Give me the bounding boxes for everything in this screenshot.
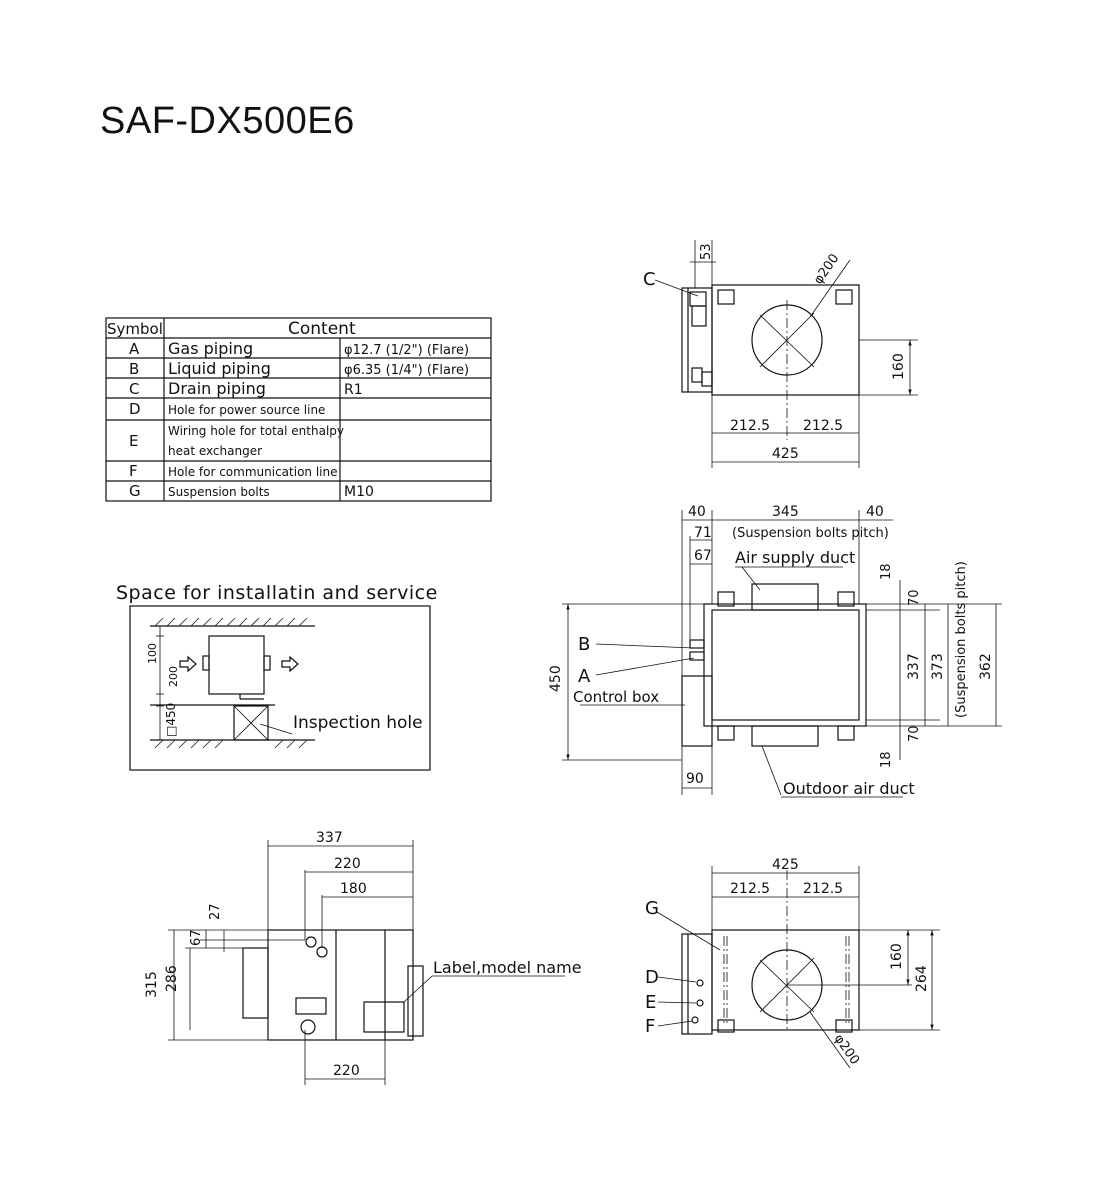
plan-dim-70b: 70: [907, 725, 922, 742]
table-spec-b: φ6.35 (1/4") (Flare): [344, 363, 470, 378]
space-dim-450: □450: [164, 702, 178, 737]
table-item-e-line2: heat exchanger: [168, 444, 263, 458]
table-symbol-e: E: [129, 432, 139, 450]
bottom-dim-dia: φ200: [830, 1031, 863, 1068]
bottom-label-e: E: [645, 992, 657, 1013]
plan-label-a: A: [578, 666, 591, 687]
plan-dim-450: 450: [548, 665, 564, 692]
bottom-label-f: F: [645, 1016, 656, 1037]
side-dim-286: 286: [164, 965, 180, 992]
plan-dim-362: 362: [978, 653, 994, 680]
top-dim-left: 212.5: [730, 418, 771, 434]
table-spec-g: M10: [344, 484, 374, 500]
side-label-model: Label,model name: [433, 958, 582, 977]
side-dim-67: 67: [189, 929, 204, 946]
table-item-g: Suspension bolts: [168, 485, 270, 499]
plan-label-b: B: [578, 634, 591, 655]
bottom-view: [645, 857, 940, 1068]
inspection-hole-label: Inspection hole: [293, 713, 423, 733]
top-dim-right: 212.5: [803, 418, 844, 434]
plan-dim-345: 345: [772, 504, 799, 520]
bottom-dim-right: 212.5: [803, 881, 844, 897]
table-item-b: Liquid piping: [168, 359, 271, 378]
space-dim-200: 200: [167, 666, 180, 687]
table-symbol-f: F: [129, 462, 138, 480]
table-symbol-g: G: [129, 482, 141, 500]
plan-pitch-note: (Suspension bolts pitch): [732, 526, 889, 541]
bottom-dim-160: 160: [889, 943, 905, 970]
top-dim-53: 53: [699, 243, 714, 260]
plan-air-supply: Air supply duct: [735, 548, 856, 567]
bottom-label-g: G: [645, 898, 659, 919]
plan-dim-18a: 18: [879, 563, 894, 580]
space-diagram: [130, 606, 430, 770]
side-dim-220a: 220: [334, 856, 361, 872]
table-symbol-d: D: [129, 400, 141, 418]
plan-dim-40a: 40: [688, 504, 706, 520]
table-spec-a: φ12.7 (1/2") (Flare): [344, 343, 470, 358]
bottom-dim-425: 425: [772, 857, 799, 873]
plan-dim-40b: 40: [866, 504, 884, 520]
table-symbol-b: B: [129, 360, 140, 378]
plan-control-box: Control box: [573, 688, 660, 706]
bottom-label-d: D: [645, 967, 659, 988]
table-item-f: Hole for communication line: [168, 465, 338, 479]
plan-dim-67: 67: [694, 548, 712, 564]
top-dim-total: 425: [772, 446, 799, 462]
space-dim-100: 100: [146, 643, 159, 664]
plan-dim-71: 71: [694, 525, 712, 541]
top-label-c: C: [643, 269, 656, 290]
table-symbol-c: C: [129, 380, 140, 398]
bottom-dim-264: 264: [914, 965, 930, 992]
top-dim-dia: φ200: [810, 251, 843, 288]
table-item-d: Hole for power source line: [168, 403, 326, 417]
table-spec-c: R1: [344, 382, 363, 398]
plan-dim-373: 373: [930, 653, 946, 680]
side-view: [144, 830, 582, 1085]
space-section-title: Space for installatin and service: [116, 582, 438, 604]
plan-pitch-note-v: (Suspension bolts pitch): [954, 561, 969, 718]
table-item-c: Drain piping: [168, 379, 266, 398]
side-dim-220b: 220: [333, 1063, 360, 1079]
side-dim-337: 337: [316, 830, 343, 846]
drawing-title: SAF-DX500E6: [100, 100, 355, 142]
side-dim-27: 27: [208, 903, 223, 920]
spec-table: [106, 318, 491, 501]
table-header-content: Content: [288, 319, 356, 339]
side-dim-315: 315: [144, 971, 160, 998]
top-dim-160: 160: [891, 353, 907, 380]
table-item-e: Wiring hole for total enthalpy: [168, 424, 344, 438]
plan-dim-90: 90: [686, 771, 704, 787]
table-item-a: Gas piping: [168, 339, 254, 358]
plan-outdoor-air: Outdoor air duct: [783, 779, 915, 798]
table-header-symbol: Symbol: [107, 320, 163, 338]
top-view: [643, 240, 918, 468]
side-dim-180: 180: [340, 881, 367, 897]
bottom-dim-left: 212.5: [730, 881, 771, 897]
table-symbol-a: A: [129, 340, 140, 358]
plan-dim-70a: 70: [907, 589, 922, 606]
plan-dim-337: 337: [906, 653, 922, 680]
plan-view: [548, 504, 1002, 798]
plan-dim-18b: 18: [879, 751, 894, 768]
